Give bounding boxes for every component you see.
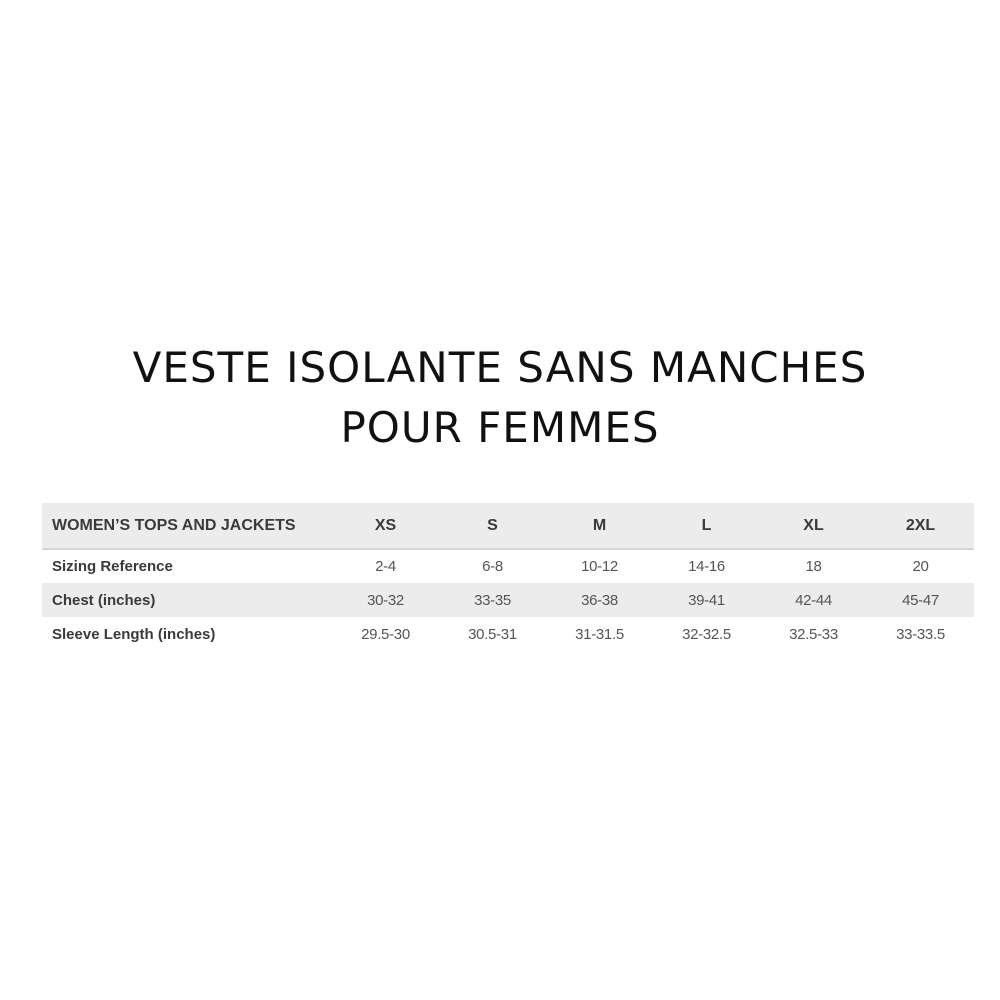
size-header-xl: XL <box>760 503 867 549</box>
size-header-m: M <box>546 503 653 549</box>
table-cell: 29.5-30 <box>361 625 410 643</box>
size-header-xs: XS <box>332 503 439 549</box>
table-cell: 14-16 <box>688 558 725 575</box>
table-cell: 33-33.5 <box>896 625 945 643</box>
table-cell: 30.5-31 <box>468 625 517 643</box>
table-row-sleeve-length <box>42 617 974 651</box>
size-header-l: L <box>653 503 760 549</box>
row-label: Chest (inches) <box>52 591 156 609</box>
table-cell: 31-31.5 <box>575 625 624 643</box>
table-cell: 36-38 <box>581 591 618 609</box>
table-row-sizing-reference <box>42 549 974 583</box>
table-header-row <box>42 503 974 549</box>
table-cell: 2-4 <box>375 558 396 575</box>
table-cell: 18 <box>805 558 822 575</box>
table-cell: 30-32 <box>367 591 404 609</box>
table-cell: 33-35 <box>474 591 511 609</box>
table-cell: 32.5-33 <box>789 625 838 643</box>
table-cell: 45-47 <box>902 591 939 609</box>
table-cell: 6-8 <box>482 558 503 575</box>
row-label: Sizing Reference <box>52 558 173 575</box>
row-label: Sleeve Length (inches) <box>52 625 216 643</box>
table-cell: 32-32.5 <box>682 625 731 643</box>
table-header-label: WOMEN’S TOPS AND JACKETS <box>42 503 332 549</box>
page-title-line-1: VESTE ISOLANTE SANS MANCHES <box>132 343 868 392</box>
table-row-chest <box>42 583 974 617</box>
table-cell: 39-41 <box>688 591 725 609</box>
table-cell: 10-12 <box>581 558 618 575</box>
page-title <box>0 338 1000 458</box>
size-header-2xl: 2XL <box>867 503 974 549</box>
table-cell: 20 <box>912 558 929 575</box>
table-body <box>42 549 974 651</box>
table-cell: 42-44 <box>795 591 832 609</box>
size-header-s: S <box>439 503 546 549</box>
table-header <box>42 503 974 549</box>
page-title-line-2: POUR FEMMES <box>340 403 660 452</box>
size-chart-table <box>42 503 974 651</box>
